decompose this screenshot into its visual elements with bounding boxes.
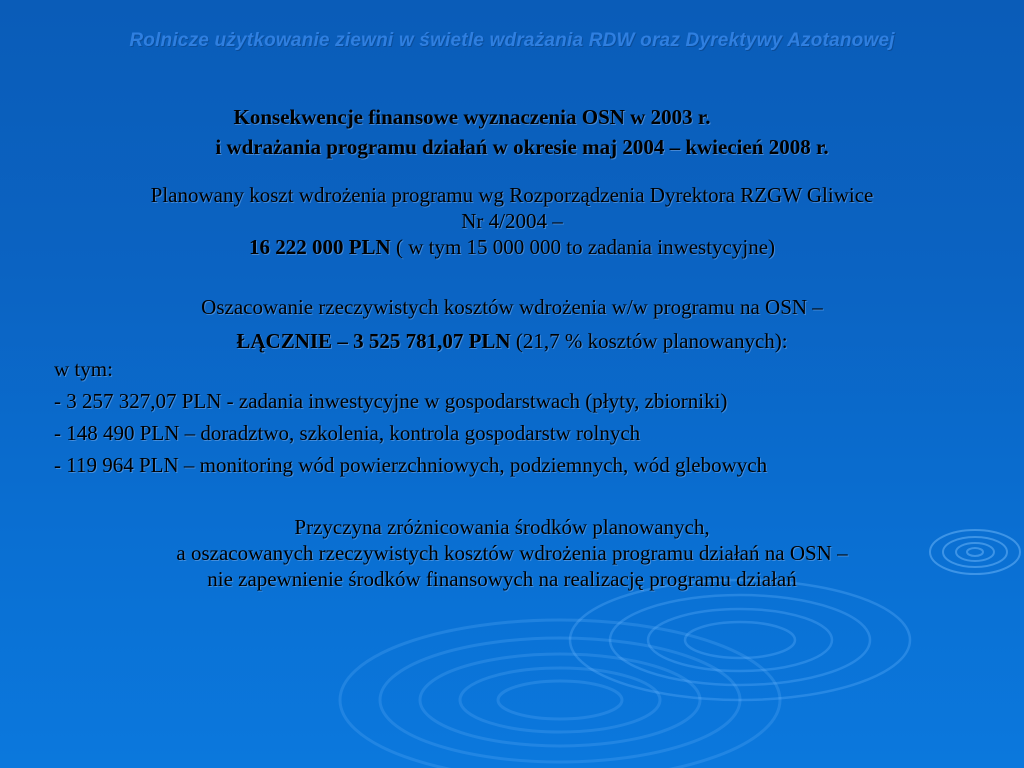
estimated-total: ŁĄCZNIE – 3 525 781,07 PLN — [236, 329, 511, 353]
estimated-cost-line-2 — [0, 324, 1024, 358]
estimated-cost-block — [0, 290, 1024, 358]
reason-line-2: a oszacowanych rzeczywistych kosztów wdrożenia programu działań na OSN – — [176, 541, 848, 565]
planned-cost-line-2: Nr 4/2004 – — [461, 209, 563, 233]
breakdown-item-investments: - 3 257 327,07 PLN - zadania inwestycyjne w gospodarstwach (płyty, zbiorniki) — [54, 389, 728, 413]
breakdown-item-advisory: - 148 490 PLN – doradztwo, szkolenia, kontrola gospodarstw rolnych — [54, 421, 641, 445]
planned-cost-line-3 — [0, 234, 1024, 260]
reason-line-1: Przyczyna zróżnicowania środków planowanych, — [294, 515, 710, 539]
reason-block — [0, 514, 1024, 592]
slide-header-title: Rolnicze użytkowanie ziewni w świetle wdrażania RDW oraz Dyrektywy Azotanowej — [129, 30, 895, 51]
reason-line-3: nie zapewnienie środków finansowych na realizację programu działań — [207, 567, 797, 591]
cost-breakdown-list — [54, 356, 994, 484]
estimated-total-note: (21,7 % kosztów planowanych): — [510, 329, 788, 353]
planned-cost-line-1: Planowany koszt wdrożenia programu wg Rozporządzenia Dyrektora RZGW Gliwice — [150, 183, 874, 207]
planned-amount: 16 222 000 PLN — [248, 235, 391, 259]
estimated-cost-line-1: Oszacowanie rzeczywistych kosztów wdrożenia w/w programu na OSN – — [201, 295, 823, 319]
planned-cost-block — [0, 182, 1024, 260]
heading-line-2: i wdrażania programu działań w okresie maj 2004 – kwiecień 2008 r. — [215, 135, 829, 159]
breakdown-item-monitoring: - 119 964 PLN – monitoring wód powierzchniowych, podziemnych, wód glebowych — [54, 453, 768, 477]
breakdown-intro: w tym: — [54, 357, 113, 381]
planned-note: ( w tym 15 000 000 to zadania inwestycyjne) — [390, 235, 776, 259]
heading-line-1: Konsekwencje finansowe wyznaczenia OSN w 2003 r. — [233, 105, 711, 129]
